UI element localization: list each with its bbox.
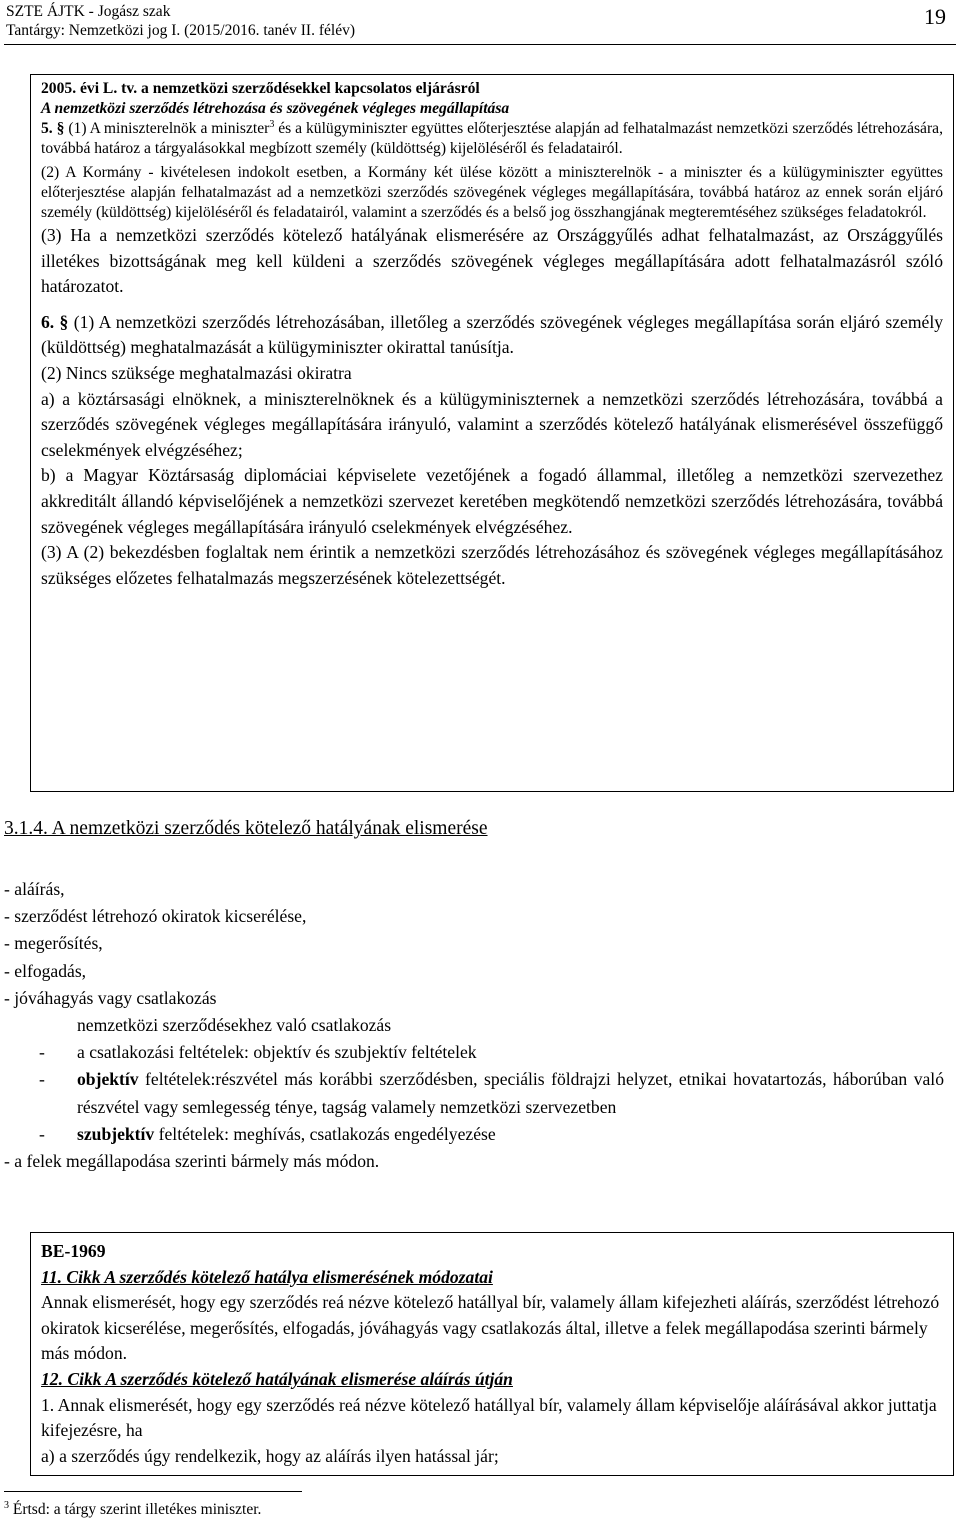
section-6-paragraph-3: (3) A (2) bekezdésben foglaltak nem érintik a nemzetközi szerződés létrehozásához és szövegének végleges megállapításához szükséges előzetes felhatalmazás megszerzésének kötelezettségét. (41, 542, 943, 588)
list-item: - a csatlakozási feltételek: objektív és szubjektív feltételek (39, 1042, 477, 1063)
section-5-paragraph-1: 5. § (1) A miniszterelnök a miniszter$^3$ és a külügyminiszter együttes előterjesztése alapján ad felhatalmazást nemzetközi szerződés létrehozására, továbbá határoz a tárgyalásokkal megbízott személy (küldöttség) kijelöléséről és feladatairól. (41, 118, 943, 157)
footnote-ref: 3 (269, 118, 275, 130)
section-6-paragraph-2: (2) Nincs szüksége meghatalmazási okiratra (41, 362, 352, 383)
section-6-point-b: b) a Magyar Köztársaság diplomáciai képviselete vezetőjének a fogadó állammal, illetőleg a nemzetközi szervezethez akkreditált állandó képviselőjének a nemzetközi szervezet keretében megkötendő nemzetközi szerződés létrehozására, továbbá szövegének végleges megállapítására irányuló cselekmények elvégzéséhez. (41, 465, 943, 537)
list-item: - szubjektív feltételek: meghívás, csatlakozás engedélyezése (39, 1123, 496, 1144)
footnote-text: Értsd: a tárgy szerint illetékes miniszter. (9, 1501, 262, 1518)
section-6-number: 6. § (41, 311, 69, 332)
page-number: 19 (924, 4, 946, 29)
footnote (4, 1501, 261, 1519)
list-item: - jóváhagyás vagy csatlakozás (4, 987, 217, 1008)
list-item: - aláírás, (4, 879, 65, 899)
list-item: - elfogadás, (4, 960, 87, 981)
section-6-point-a: a) a köztársasági elnöknek, a miniszterelnöknek és a külügyminiszternek a nemzetközi szerződés létrehozására, továbbá a szerződés szövegének végleges megállapítására irányuló, valamint a szerződés kötelező hatályának elismerésével összefüggő cselekmények elvégzéséhez; (41, 388, 943, 460)
article-12-point-a: a) a szerződés úgy rendelkezik, hogy az aláírás ilyen hatással jár; (41, 1445, 499, 1466)
list-item: - objektív feltételek:részvétel más korábbi szerződésben, speciális földrajzi helyzet, etnikai hovatartozás, háborúban való részvétel vagy semlegesség ténye, tagság valamely nemzetközi szervezetben (39, 1069, 944, 1117)
article-12-paragraph-1: 1. Annak elismerését, hogy egy szerződés reá nézve kötelező hatállyal bír, valamely állam képviselője aláírásával akkor juttatja kifejezésre, ha (41, 1394, 937, 1441)
section-6-paragraph-1: 6. § (1) A nemzetközi szerződés létrehozásában, illetőleg a szerződés szövegének végleges megállapítása során eljáró személy (küldöttség) meghatalmazását a külügyminiszter okirattal tanúsítja. (41, 311, 944, 358)
article-11-title: 11. Cikk A szerződés kötelező hatálya elismerésének módozatai (41, 1266, 493, 1287)
law-subtitle: A nemzetközi szerződés létrehozása és szövegének végleges megállapítása (41, 100, 510, 117)
footnote-mark: 3 (4, 1499, 9, 1511)
list-item: - megerősítés, (4, 933, 103, 954)
accession-heading: nemzetközi szerződésekhez való csatlakozás (77, 1015, 392, 1036)
convention-excerpt-box (30, 1232, 954, 1476)
list-item: - szerződést létrehozó okiratok kicserélése, (4, 906, 307, 927)
section-5-paragraph-3: (3) Ha a nemzetközi szerződés kötelező hatályának elismerésére az Országgyűlés adhat felhatalmazást, az Országgyűlés illetékes bizottságának meg kell küldeni a szerződés szövegének végleges megállapítására adott felhatalmazásról szóló határozatot. (41, 225, 943, 297)
law-excerpt-box (30, 74, 954, 792)
objective-label: objektív (77, 1069, 139, 1090)
law-title: 2005. évi L. tv. a nemzetközi szerződésekkel kapcsolatos eljárásról (41, 80, 480, 97)
document-header (6, 2, 355, 40)
footnote-divider (4, 1491, 302, 1492)
section-heading: 3.1.4. A nemzetközi szerződés kötelező hatályának elismerése (4, 818, 488, 839)
convention-title: BE-1969 (41, 1241, 106, 1261)
header-divider (4, 44, 956, 45)
section-5-paragraph-2: (2) A Kormány - kivételesen indokolt esetben, a Kormány két ülése között a miniszterelnök - a miniszter és a külügyminiszter együttes előterjesztése alapján felhatalmazást ad a nemzetközi szerződés szövegének végleges megállapítására, továbbá határoz az ennek során eljáró személy (küldöttség) kijelöléséről és feladatairól, valamint a szerződés és a belső jog összhangjának megteremtéséhez szükséges feladatokról. (41, 164, 943, 221)
list-item: - a felek megállapodása szerinti bármely más módon. (4, 1151, 380, 1172)
article-11-text: Annak elismerését, hogy egy szerződés reá nézve kötelező hatállyal bír, valamely állam kifejezheti aláírás, szerződést létrehozó okiratok kicserélése, megerősítés, elfogadás, jóváhagyás vagy csatlakozás által, illetve a felek megállapodása szerinti bármely más módon. (41, 1292, 940, 1364)
section-5-number: 5. § (41, 120, 65, 137)
header-line-1: SZTE ÁJTK - Jogász szak (6, 3, 171, 20)
article-12-title: 12. Cikk A szerződés kötelező hatályának elismerése aláírás útján (41, 1368, 513, 1389)
recognition-methods-list (4, 876, 944, 1175)
header-line-2: Tantárgy: Nemzetközi jog I. (2015/2016. tanév II. félév) (6, 22, 355, 39)
subjective-label: szubjektív (77, 1123, 155, 1144)
